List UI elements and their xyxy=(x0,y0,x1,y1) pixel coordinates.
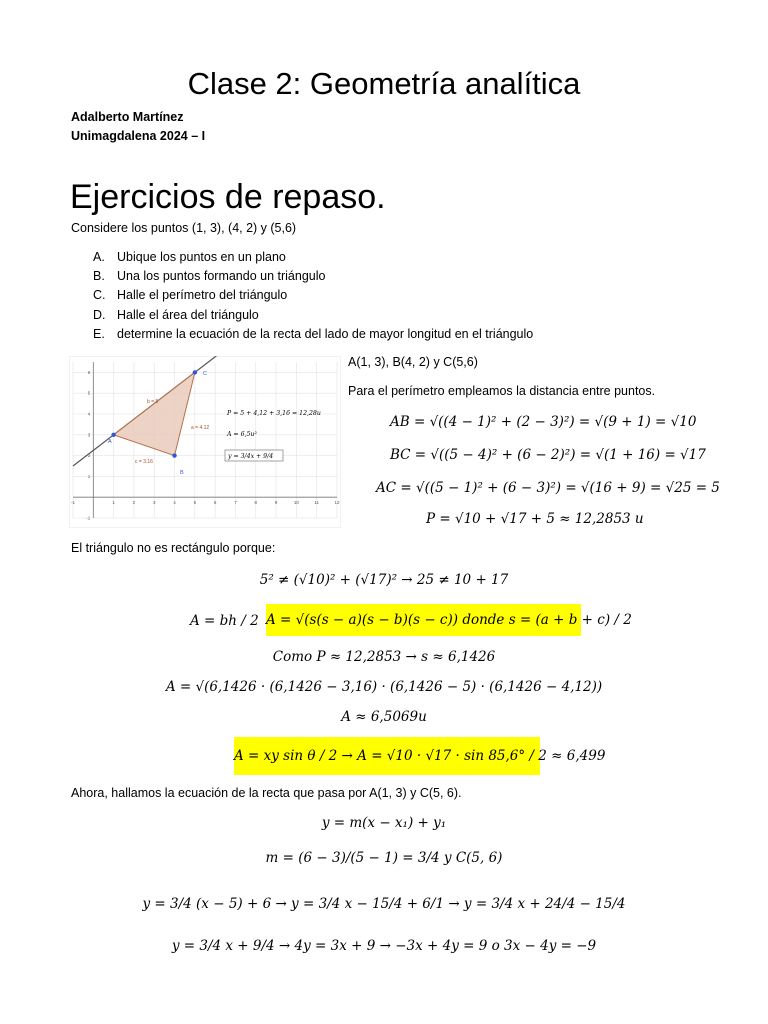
perimeter-intro: Para el perímetro empleamos la distancia entre puntos. xyxy=(348,384,656,398)
x-tick-label: 12 xyxy=(334,500,340,506)
fig-perimeter: P = 5 + 4,12 + 3,16 = 12,28u xyxy=(227,410,321,417)
exercise-item: C. Halle el perímetro del triángulo xyxy=(93,288,288,303)
eq-substitution: y = 3/4 (x − 5) + 6 → y = 3/4 x − 15/4 + 6/1 → y = 3/4 x + 24/4 − 15/4 xyxy=(142,896,626,912)
exercise-list xyxy=(93,248,533,344)
eq-area-sub: A = √(6,1426 · (6,1426 − 3,16) · (6,1426 − 5) · (6,1426 − 4,12)) xyxy=(165,679,603,695)
y-tick-label: 3 xyxy=(87,432,91,438)
eq-line: y = m(x − x₁) + y₁ xyxy=(321,815,447,831)
line-intro: Ahora, hallamos la ecuación de la recta que pasa por A(1, 3) y C(5, 6). xyxy=(71,786,462,800)
x-tick-label: 9 xyxy=(274,500,278,506)
eq-sin: A = xy sin θ / 2 → A = √10 · √17 · sin 85,6° / 2 ≈ 6,499 xyxy=(234,737,540,775)
x-tick-label: 5 xyxy=(193,500,197,506)
author: Adalberto Martínez xyxy=(71,110,184,124)
x-tick-label: 1 xyxy=(112,500,115,506)
x-tick-label: 7 xyxy=(234,500,237,506)
y-tick-label: 4 xyxy=(87,411,91,417)
eq-final: y = 3/4 x + 9/4 → 4y = 3x + 9 → −3x + 4y = 9 o 3x − 4y = −9 xyxy=(171,938,597,954)
side-c-label: c = 3.16 xyxy=(135,459,153,465)
y-tick-label: -1 xyxy=(86,515,91,521)
not-right-text: El triángulo no es rectángulo porque: xyxy=(71,541,276,555)
institution: Unimagdalena 2024 – I xyxy=(71,129,206,143)
x-tick-label: 2 xyxy=(132,500,136,506)
point-c-label: C xyxy=(203,371,207,377)
x-tick-label: 10 xyxy=(293,500,299,506)
triangle-plot xyxy=(69,356,341,528)
point-a xyxy=(111,433,115,437)
exercise-item: E. determine la ecuación de la recta del lado de mayor longitud en el triángulo xyxy=(93,326,534,341)
point-a-label: A xyxy=(108,439,112,445)
x-tick-label: 8 xyxy=(254,500,258,506)
side-a-label: a = 4.12 xyxy=(191,425,210,431)
point-b xyxy=(172,453,176,457)
eq-como: Como P ≈ 12,2853 → s ≈ 6,1426 xyxy=(272,649,496,665)
y-tick-label: 6 xyxy=(87,369,91,375)
fig-equation: y = 3/4x + 9/4 xyxy=(228,453,274,460)
eq-check: 5² ≠ (√10)² + (√17)² → 25 ≠ 10 + 17 xyxy=(259,572,509,588)
eq-heron: A = √(s(s − a)(s − b)(s − c)) donde s = (a + b + c) / 2 xyxy=(266,604,581,636)
point-c xyxy=(193,370,197,374)
exercise-item: B. Una los puntos formando un triángulo xyxy=(93,269,326,284)
x-tick-label: 4 xyxy=(173,500,176,506)
x-tick-label: 11 xyxy=(314,500,320,506)
x-tick-label: -1 xyxy=(70,500,76,506)
y-tick-label: 1 xyxy=(87,473,91,479)
exercise-item: A. Ubique los puntos en un plano xyxy=(93,250,286,264)
x-tick-label: 6 xyxy=(213,500,217,506)
section-title: Ejercicios de repaso. xyxy=(70,178,386,216)
eq-area-val: A ≈ 6,5069u xyxy=(341,709,427,725)
fig-area: A = 6,5u² xyxy=(227,431,257,438)
eq-ac: AC = √((5 − 1)² + (6 − 3)²) = √(16 + 9) = √25 = 5 xyxy=(376,480,720,496)
doc-title: Clase 2: Geometría analítica xyxy=(187,66,581,101)
eq-ab: AB = √((4 − 1)² + (2 − 3)²) = √(9 + 1) = √10 xyxy=(390,414,697,430)
eq-slope: m = (6 − 3)/(5 − 1) = 3/4 y C(5, 6) xyxy=(265,850,503,866)
side-b-label: b = 5 xyxy=(147,399,159,405)
x-tick-label: 3 xyxy=(152,500,156,506)
point-b-label: B xyxy=(180,470,184,476)
eq-area-bh: A = bh / 2 xyxy=(190,613,259,629)
triangle-figure xyxy=(69,356,341,528)
y-tick-label: 2 xyxy=(87,453,91,459)
intro-text: Considere los puntos (1, 3), (4, 2) y (5,6) xyxy=(71,221,297,235)
points-label: A(1, 3), B(4, 2) y C(5,6) xyxy=(348,355,478,369)
y-tick-label: 5 xyxy=(87,390,91,396)
exercise-item: D. Halle el área del triángulo xyxy=(93,307,259,322)
eq-perimeter: P = √10 + √17 + 5 ≈ 12,2853 u xyxy=(426,511,644,527)
eq-bc: BC = √((5 − 4)² + (6 − 2)²) = √(1 + 16) = √17 xyxy=(390,447,706,463)
